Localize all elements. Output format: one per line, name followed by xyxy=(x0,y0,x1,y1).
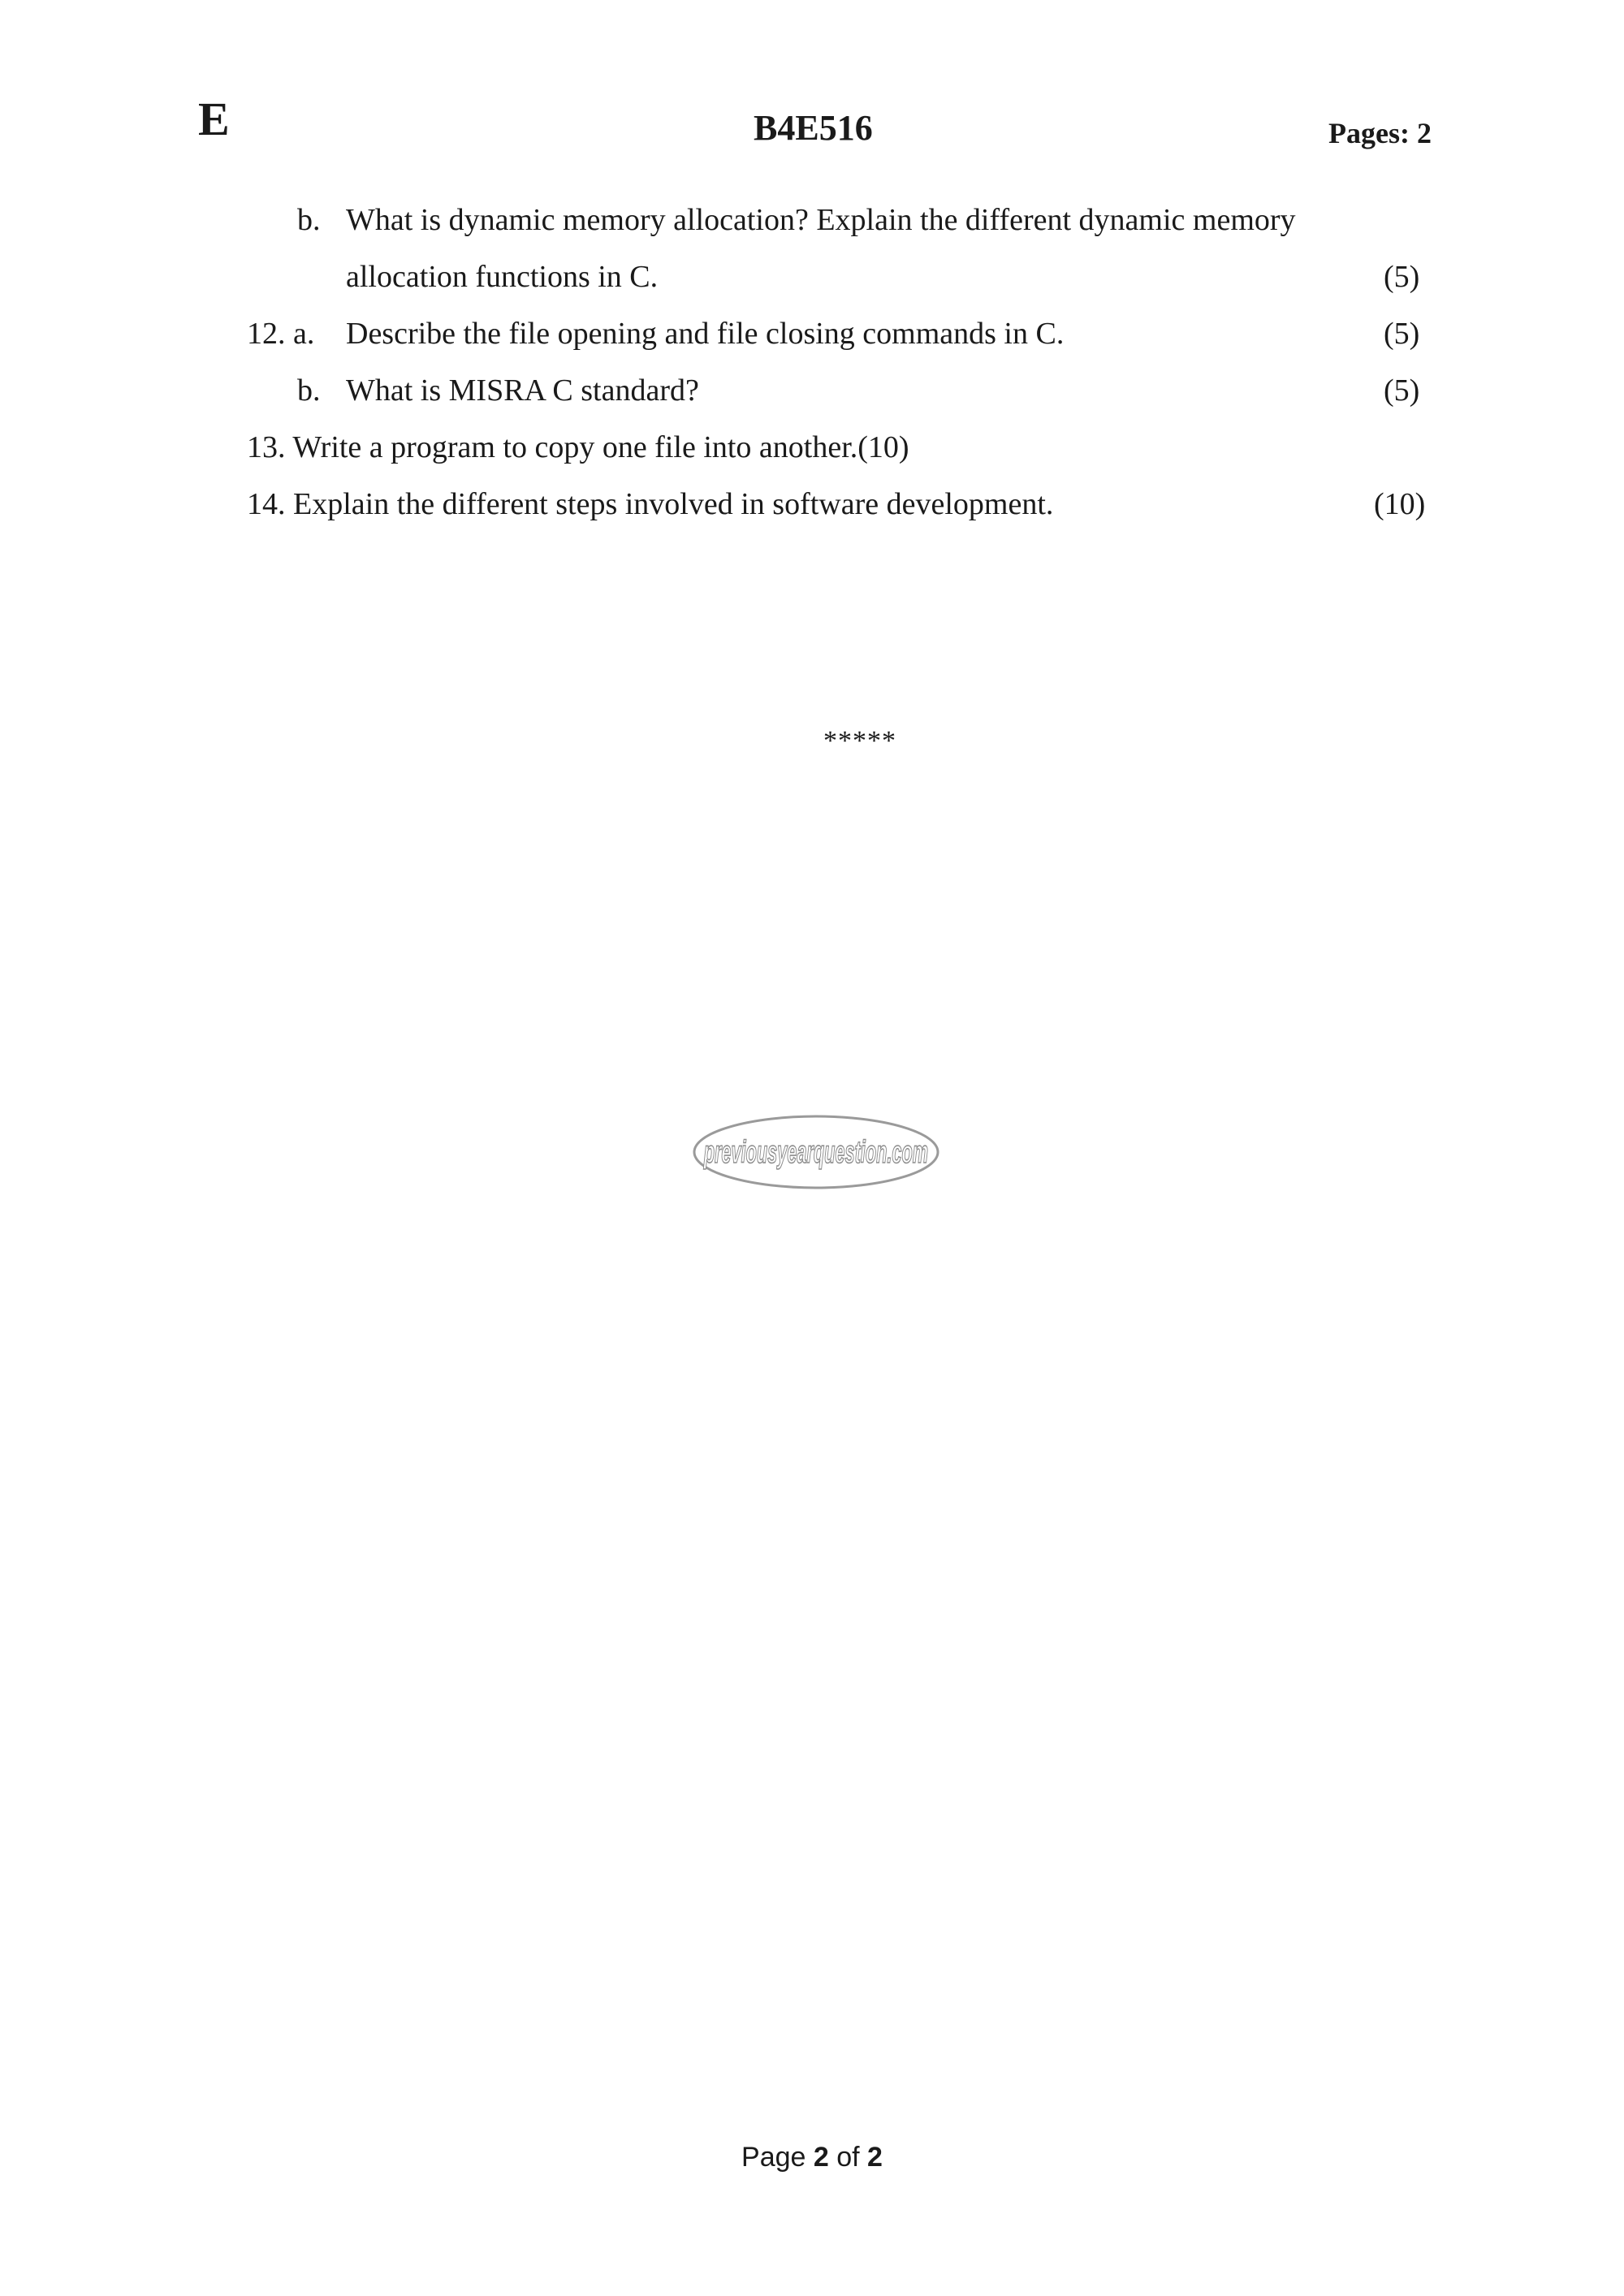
question-12a-marks: (5) xyxy=(1384,317,1420,351)
question-12b-label: b. xyxy=(297,373,321,408)
footer-middle: of xyxy=(828,2142,868,2173)
question-12b-text: What is MISRA C standard? xyxy=(346,373,699,408)
question-14-text: 14. Explain the different steps involved in software development. xyxy=(247,487,1054,521)
footer-prefix: Page xyxy=(741,2142,814,2173)
watermark-logo xyxy=(692,1114,940,1190)
question-11b-text-line2: allocation functions in C. xyxy=(346,260,659,294)
question-14-marks: (10) xyxy=(1374,487,1426,521)
series-letter: E xyxy=(198,93,230,145)
end-of-paper-mark: ***** xyxy=(823,726,896,756)
question-12a-text: Describe the file opening and file closing commands in C. xyxy=(346,317,1065,351)
pages-count: Pages: 2 xyxy=(1328,117,1432,149)
footer-current-page: 2 xyxy=(813,2142,829,2173)
paper-code: B4E516 xyxy=(754,108,873,148)
question-11b-marks: (5) xyxy=(1384,260,1420,294)
question-12b-marks: (5) xyxy=(1384,373,1420,408)
footer-total-pages: 2 xyxy=(867,2142,883,2173)
page-footer xyxy=(0,2143,1624,2171)
question-13-text: 13. Write a program to copy one file into another.(10) xyxy=(247,430,909,464)
watermark-text: previousyearquestion.com xyxy=(703,1133,929,1170)
question-11b-text-line1: What is dynamic memory allocation? Explain the different dynamic memory xyxy=(346,203,1296,237)
question-11b-label: b. xyxy=(297,203,321,237)
question-12a-label: 12. a. xyxy=(247,317,315,351)
